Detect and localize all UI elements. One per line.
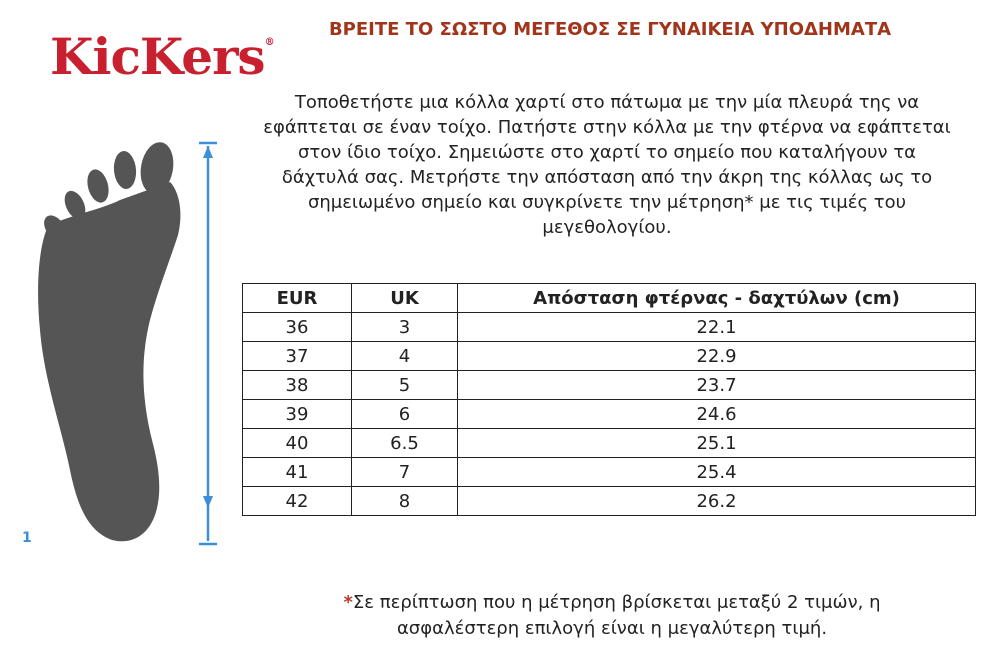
length-arrow-icon	[199, 143, 217, 544]
cell-distance: 22.9	[458, 342, 976, 371]
cell-distance: 24.6	[458, 400, 976, 429]
foot-measurement-illustration	[25, 135, 225, 550]
cell-uk: 8	[352, 487, 458, 516]
size-chart-table	[242, 283, 976, 516]
header-uk: UK	[352, 284, 458, 313]
kickers-logo	[50, 27, 274, 86]
cell-eur: 36	[243, 313, 352, 342]
registered-mark: ®	[264, 37, 274, 48]
figure-number-label: 1	[22, 530, 32, 546]
cell-uk: 6.5	[352, 429, 458, 458]
cell-uk: 3	[352, 313, 458, 342]
footnote-asterisk: *	[343, 592, 353, 613]
footnote-line-2: ασφαλέστερη επιλογή είναι η μεγαλύτερη τιμή.	[396, 618, 828, 639]
cell-eur: 39	[243, 400, 352, 429]
cell-uk: 4	[352, 342, 458, 371]
cell-eur: 42	[243, 487, 352, 516]
cell-eur: 40	[243, 429, 352, 458]
table-row	[243, 487, 976, 516]
cell-distance: 23.7	[458, 371, 976, 400]
header-eur: EUR	[243, 284, 352, 313]
header-heel-toe-distance: Απόσταση φτέρνας - δαχτύλων (cm)	[458, 284, 976, 313]
instructions-text: Τοποθετήστε μια κόλλα χαρτί στο πάτωμα με την μία πλευρά της να εφάπτεται σε έναν τοίχο. Πατήστε στην κόλλα με την φτέρνα να εφάπτεται στον ίδιο τοίχο. Σημειώστε στο χαρτί το σημείο που καταλήγουν τα δάχτυλά σας. Μετρήστε την απόσταση από την άκρη της κόλλας ως το σημειωμένο σημείο και συγκρίνετε την μέτρηση* με τις τιμές του μεγεθολογίου.	[263, 92, 951, 238]
footnote-line-1: Σε περίπτωση που η μέτρηση βρίσκεται μεταξύ 2 τιμών, η	[352, 592, 881, 613]
cell-distance: 25.4	[458, 458, 976, 487]
cell-distance: 22.1	[458, 313, 976, 342]
table-row	[243, 342, 976, 371]
table-row	[243, 429, 976, 458]
page-title: ΒΡΕΙΤΕ ΤΟ ΣΩΣΤΟ ΜΕΓΕΘΟΣ ΣΕ ΓΥΝΑΙΚΕΙΑ ΥΠΟΔΗΜΑΤΑ	[328, 19, 892, 40]
table-row	[243, 458, 976, 487]
cell-eur: 38	[243, 371, 352, 400]
table-row	[243, 313, 976, 342]
cell-eur: 41	[243, 458, 352, 487]
table-row	[243, 371, 976, 400]
cell-distance: 26.2	[458, 487, 976, 516]
table-header-row	[243, 284, 976, 313]
cell-uk: 6	[352, 400, 458, 429]
foot-silhouette-icon	[38, 140, 180, 542]
cell-uk: 7	[352, 458, 458, 487]
cell-uk: 5	[352, 371, 458, 400]
logo-text: KicKers	[50, 27, 265, 86]
cell-distance: 25.1	[458, 429, 976, 458]
table-row	[243, 400, 976, 429]
cell-eur: 37	[243, 342, 352, 371]
footnote	[262, 590, 962, 642]
